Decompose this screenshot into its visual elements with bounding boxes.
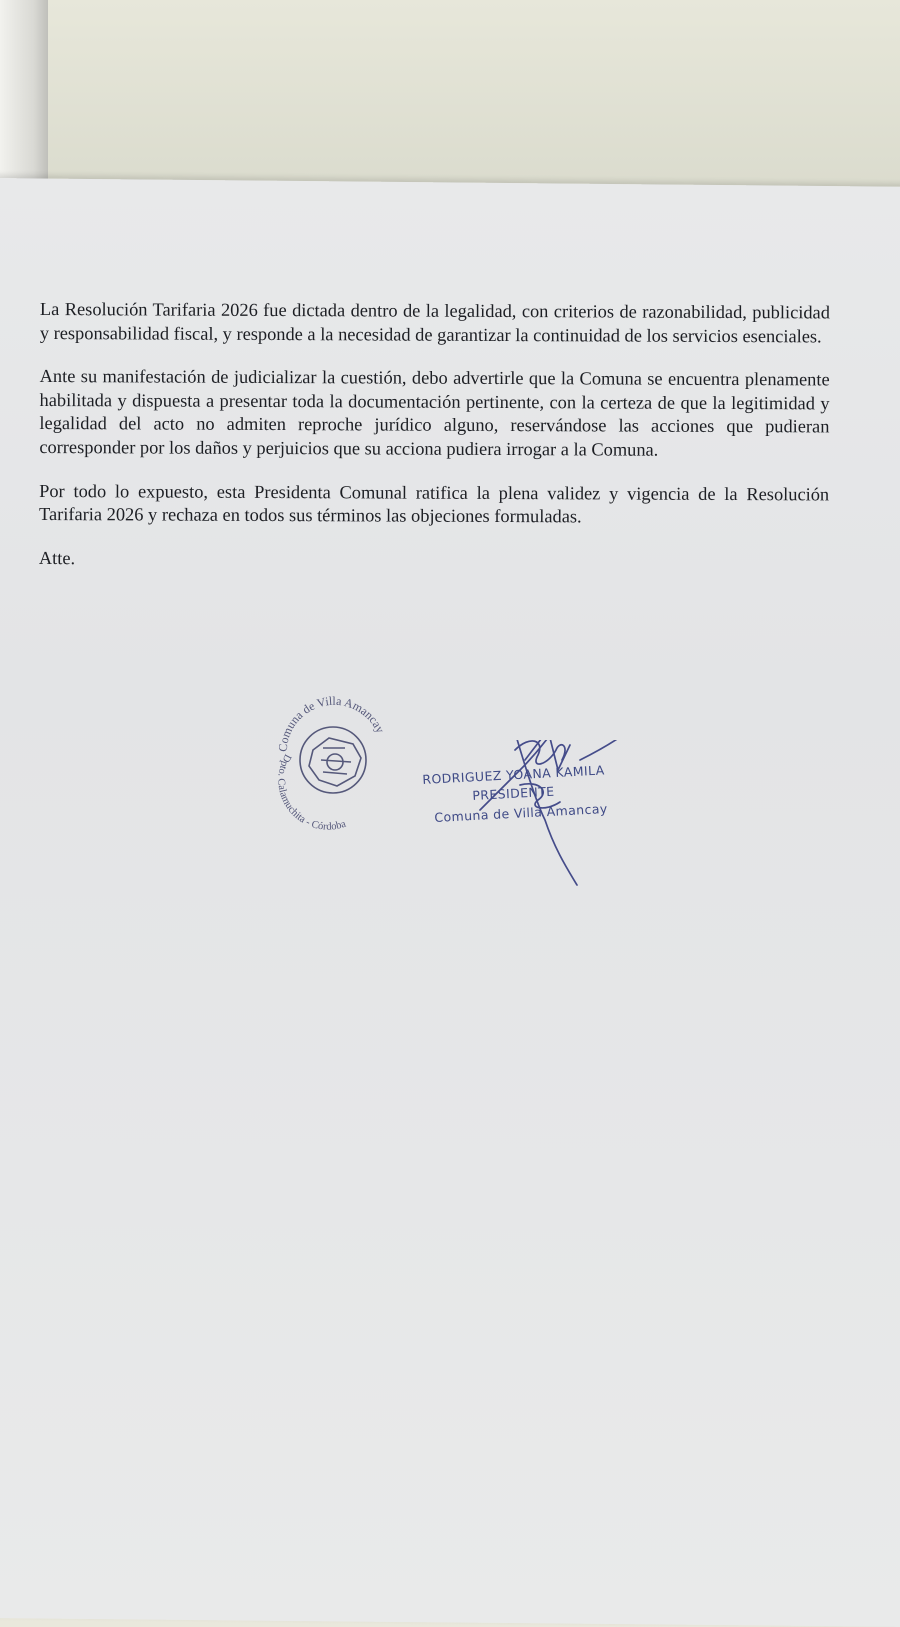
signer-name: RODRIGUEZ YOANA KAMILA [422,762,605,787]
signer-organization: Comuna de Villa Amancay [434,800,608,825]
paragraph-ratification: Por todo lo expuesto, esta Presidenta Comunal ratifica la plena validez y vigencia de la Resolución Tarifaria 2026 y rechaza en todos sus términos las objeciones formuladas. [39,480,830,527]
paragraph-legality: La Resolución Tarifaria 2026 fue dictada dentro de la legalidad, con criterios de razonabilidad, publicidad y responsabilidad fiscal, y responde a la necesidad de garantizar la continuidad de los servicios esenciales. [39,299,830,347]
stamp-seal-icon [273,690,393,830]
official-stamp [273,690,393,830]
closing-salutation: Atte. [38,547,76,568]
stamp-top-text: Comuna de Villa Amancay [275,693,388,753]
svg-text:Comuna de Villa Amancay [276,694,388,752]
svg-text:Dpto. Calamuchita - Córdoba [275,752,347,830]
signature-block [420,740,680,900]
stamp-bottom-text: Dpto. Calamuchita - Córdoba [275,752,348,830]
letter-body [39,298,830,594]
paragraph-judicial: Ante su manifestación de judicializar la cuestión, debo advertirle que la Comuna se encuentra plenamente habilitada y dispuesta a presentar toda la documentación pertinente, con la certeza de que la legitimidad y legalidad del acto no admiten reproche jurídico alguno, reservándose las acciones que pudieran corresponder por los daños y perjuicios que su acciona pudiera irrogar a la Comuna. [39,366,830,460]
signer-role: PRESIDENTE [472,783,555,803]
